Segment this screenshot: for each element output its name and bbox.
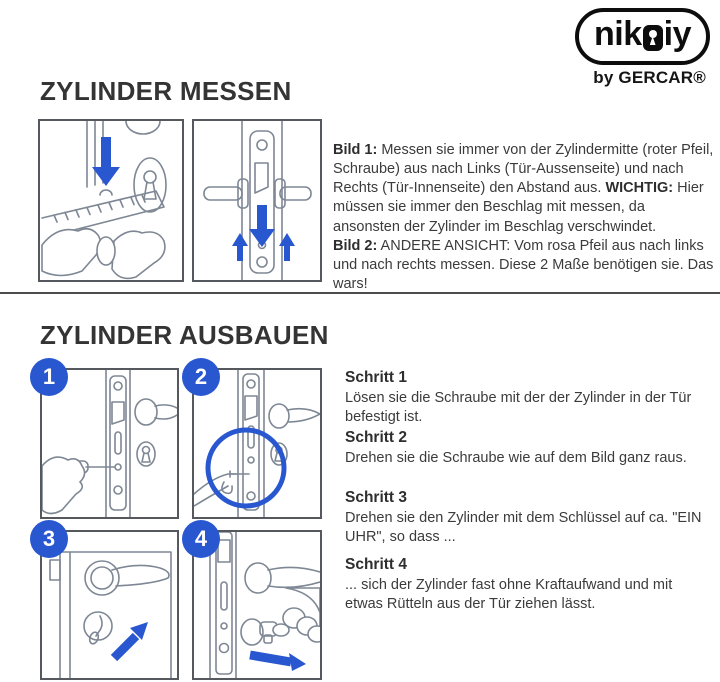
section-title-measure: ZYLINDER MESSEN	[40, 76, 292, 106]
brand-byline: by GERCAR®	[593, 67, 706, 87]
step-4-text: ... sich der Zylinder fast ohne Kraftaufwand und mit etwas Rütteln aus der Tür ziehen lässt.	[345, 577, 673, 612]
step-2-text-block	[345, 429, 707, 468]
section-title-remove: ZYLINDER AUSBAUEN	[40, 320, 329, 350]
bild1-paragraph	[333, 141, 715, 237]
figure-step-3	[40, 526, 179, 680]
highlight-circle-icon	[208, 430, 284, 506]
figure-step-2	[192, 364, 322, 519]
bild1-text: Messen sie immer von der Zylindermitte (roter Pfeil, Schraube) aus nach Links (Tür-Aussenseite) und nach Rechts (Tür-Innenseite) den Abstand aus.	[333, 141, 714, 197]
figure-step-4	[192, 526, 322, 680]
step-3-label: Schritt 3	[345, 489, 408, 506]
diagonal-arrow-icon	[114, 622, 148, 658]
step-2-label: Schritt 2	[345, 429, 408, 446]
brand-logo	[575, 8, 710, 65]
bild1-label: Bild 1:	[333, 141, 378, 158]
measure-ruler-illustration	[40, 121, 182, 280]
figure-measure-ruler	[38, 119, 184, 282]
step-1-text: Lösen sie die Schraube mit der der Zylinder in der Tür befestigt ist.	[345, 390, 692, 425]
bild2-text: ANDERE ANSICHT: Vom rosa Pfeil aus nach links und nach rechts messen. Diese 2 Maße benötigen sie. Das wars!	[333, 237, 714, 293]
lock-faceplate-illustration	[194, 121, 320, 280]
screw-removal-illustration	[194, 370, 320, 517]
keyhole-e-icon	[643, 25, 663, 51]
step-2-text: Drehen sie die Schraube wie auf dem Bild ganz raus.	[345, 450, 687, 466]
brand-block	[575, 8, 710, 88]
step-1-label: Schritt 1	[345, 369, 408, 386]
down-arrow-icon	[92, 137, 120, 186]
screwdriver-illustration	[42, 370, 177, 517]
figure-step-1	[40, 364, 179, 519]
pull-right-arrow-icon	[250, 653, 306, 671]
step-3-text-block	[345, 489, 707, 547]
step-2-badge: 2	[182, 358, 220, 396]
bild1-highlight: WICHTIG:	[605, 180, 674, 197]
cylinder-pull-illustration	[194, 532, 320, 678]
brand-logo-text-left: nik	[594, 15, 642, 53]
step-1-text-block	[345, 369, 707, 427]
bild1-text2: Hier müssen sie immer den Beschlag mit messen, da ansonsten der Zylinder im Beschlag verschwindet.	[333, 180, 704, 235]
bild2-label: Bild 2:	[333, 237, 378, 254]
step-1-badge: 1	[30, 358, 68, 396]
step-3-text: Drehen sie den Zylinder mit dem Schlüssel auf ca. "EIN UHR", so dass ...	[345, 510, 702, 545]
step-3-badge: 3	[30, 520, 68, 558]
figure-measure-faceplate	[192, 119, 322, 282]
step-4-badge: 4	[182, 520, 220, 558]
section-divider	[0, 292, 720, 294]
brand-logo-text-right: iy	[663, 15, 691, 53]
key-turn-illustration	[42, 532, 177, 678]
step-4-label: Schritt 4	[345, 556, 408, 573]
bild2-paragraph	[333, 237, 715, 295]
step-4-text-block	[345, 556, 707, 614]
